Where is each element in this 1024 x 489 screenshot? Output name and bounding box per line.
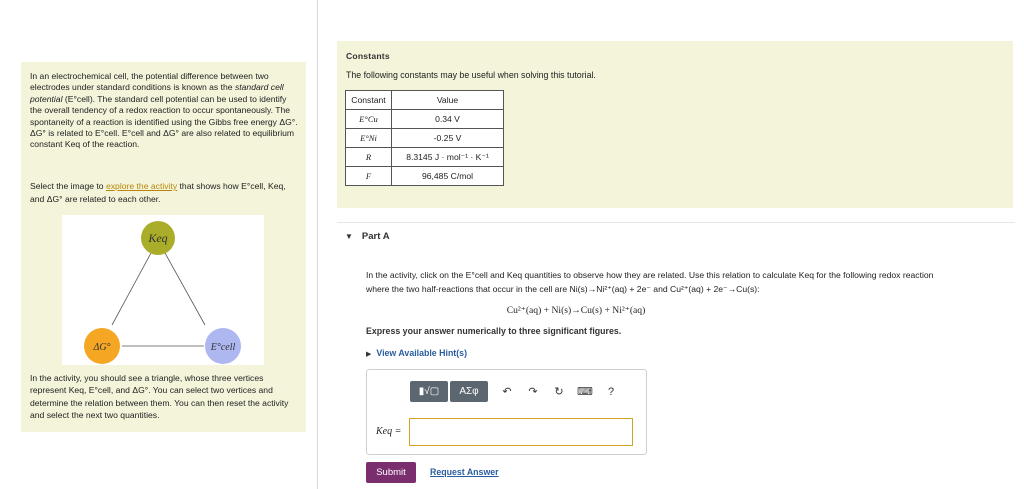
intro-text: [30, 71, 300, 151]
triangle-diagram[interactable]: [62, 215, 264, 365]
symbols-button[interactable]: [450, 381, 488, 402]
reset-icon[interactable]: ↻: [554, 386, 564, 398]
ecell-vertex-label: E°cell: [210, 342, 236, 353]
select-instruction: [30, 180, 300, 206]
intro-term: standard cell potential: [30, 82, 284, 104]
view-hints-label: View Available Hint(s): [376, 348, 467, 358]
undo-icon[interactable]: ↶: [502, 386, 512, 398]
select-suffix: that shows how E°cell, Keq, and ΔG° are related to each other.: [30, 181, 286, 204]
answer-instruction: Express your answer numerically to three significant figures.: [366, 326, 622, 336]
constants-table: [345, 90, 504, 186]
keq-vertex-label: Keq: [148, 231, 168, 245]
question-line-2: where the two half-reactions that occur in the cell are Ni(s)→Ni²⁺(aq) + 2e⁻ and Cu²⁺(aq) + 2e⁻→Cu(s):: [366, 284, 760, 294]
part-a-toggle[interactable]: [345, 231, 390, 242]
constant-value: 8.3145 J · mol⁻¹ · K⁻¹: [392, 148, 504, 167]
edge-keq-ecell: [165, 253, 205, 325]
part-divider: [337, 222, 1015, 223]
column-header-constant: Constant: [346, 91, 392, 110]
constant-value: 0.34 V: [392, 110, 504, 129]
constant-symbol: E°Ni: [346, 129, 392, 148]
help-icon[interactable]: ?: [607, 385, 615, 398]
constants-title: Constants: [346, 51, 390, 61]
templates-icon: ▮√▢: [418, 386, 440, 397]
math-toolbar: [410, 381, 624, 402]
intro-text-part2: (E°cell). The standard cell potential can be used to identify the overall tendency of a redox reaction to occur spontaneously. The spontaneity of a reaction is identified using the Gibbs free energy ΔG°. ΔG° is related to E°cell. E°cell and ΔG° are also related to equilibrium constant Keq of the reaction.: [30, 93, 298, 150]
question-text: [366, 268, 1006, 296]
question-line-1: In the activity, click on the E°cell and Keq quantities to observe how they are related. Use this relation to calculate Keq for the following redox reaction: [366, 270, 934, 280]
constants-intro: The following constants may be useful when solving this tutorial.: [346, 70, 596, 80]
table-row: [346, 110, 504, 129]
answer-box: [366, 369, 647, 455]
constant-value: -0.25 V: [392, 129, 504, 148]
constant-value: 96,485 C/mol: [392, 167, 504, 186]
table-row: [346, 129, 504, 148]
table-header-row: [346, 91, 504, 110]
constant-symbol: E°Cu: [346, 110, 392, 129]
column-divider: [317, 0, 318, 489]
activity-description: In the activity, you should see a triangle, whose three vertices represent Keq, E°cell, and ΔG°. You can select two vertices and determine the relation between them. You can then reset the activity and select the next two quantities.: [30, 373, 289, 420]
intro-text-part1: In an electrochemical cell, the potential difference between two electrodes under standard conditions is known as the: [30, 71, 269, 93]
keyboard-icon[interactable]: ⌨: [577, 386, 593, 398]
templates-button[interactable]: [410, 381, 448, 402]
expand-triangle-icon: ▶: [366, 351, 372, 358]
request-answer-link[interactable]: Request Answer: [430, 467, 499, 477]
table-row: [346, 148, 504, 167]
delta-g-vertex-label: ΔG°: [93, 342, 111, 353]
redo-icon[interactable]: ↷: [528, 386, 538, 398]
constant-symbol: F: [346, 167, 392, 186]
intro-panel: [21, 62, 306, 432]
constant-symbol: R: [346, 148, 392, 167]
explore-activity-link[interactable]: explore the activity: [105, 181, 178, 191]
view-hints-link[interactable]: [366, 348, 467, 358]
keq-answer-input[interactable]: [409, 418, 633, 446]
constants-panel: [337, 41, 1013, 208]
part-a-label: Part A: [361, 231, 390, 242]
edge-keq-dg: [112, 253, 151, 325]
reaction-equation: Cu²⁺(aq) + Ni(s)→Cu(s) + Ni²⁺(aq): [506, 305, 646, 316]
column-header-value: Value: [392, 91, 504, 110]
submit-button[interactable]: Submit: [366, 462, 416, 483]
symbols-icon: ΑΣφ: [459, 386, 479, 397]
activity-triangle-image[interactable]: [62, 215, 264, 365]
keq-answer-label: Keq =: [376, 426, 402, 437]
select-prefix: Select the image to: [30, 181, 104, 191]
table-row: [346, 167, 504, 186]
collapse-triangle-icon: ▼: [345, 232, 353, 241]
